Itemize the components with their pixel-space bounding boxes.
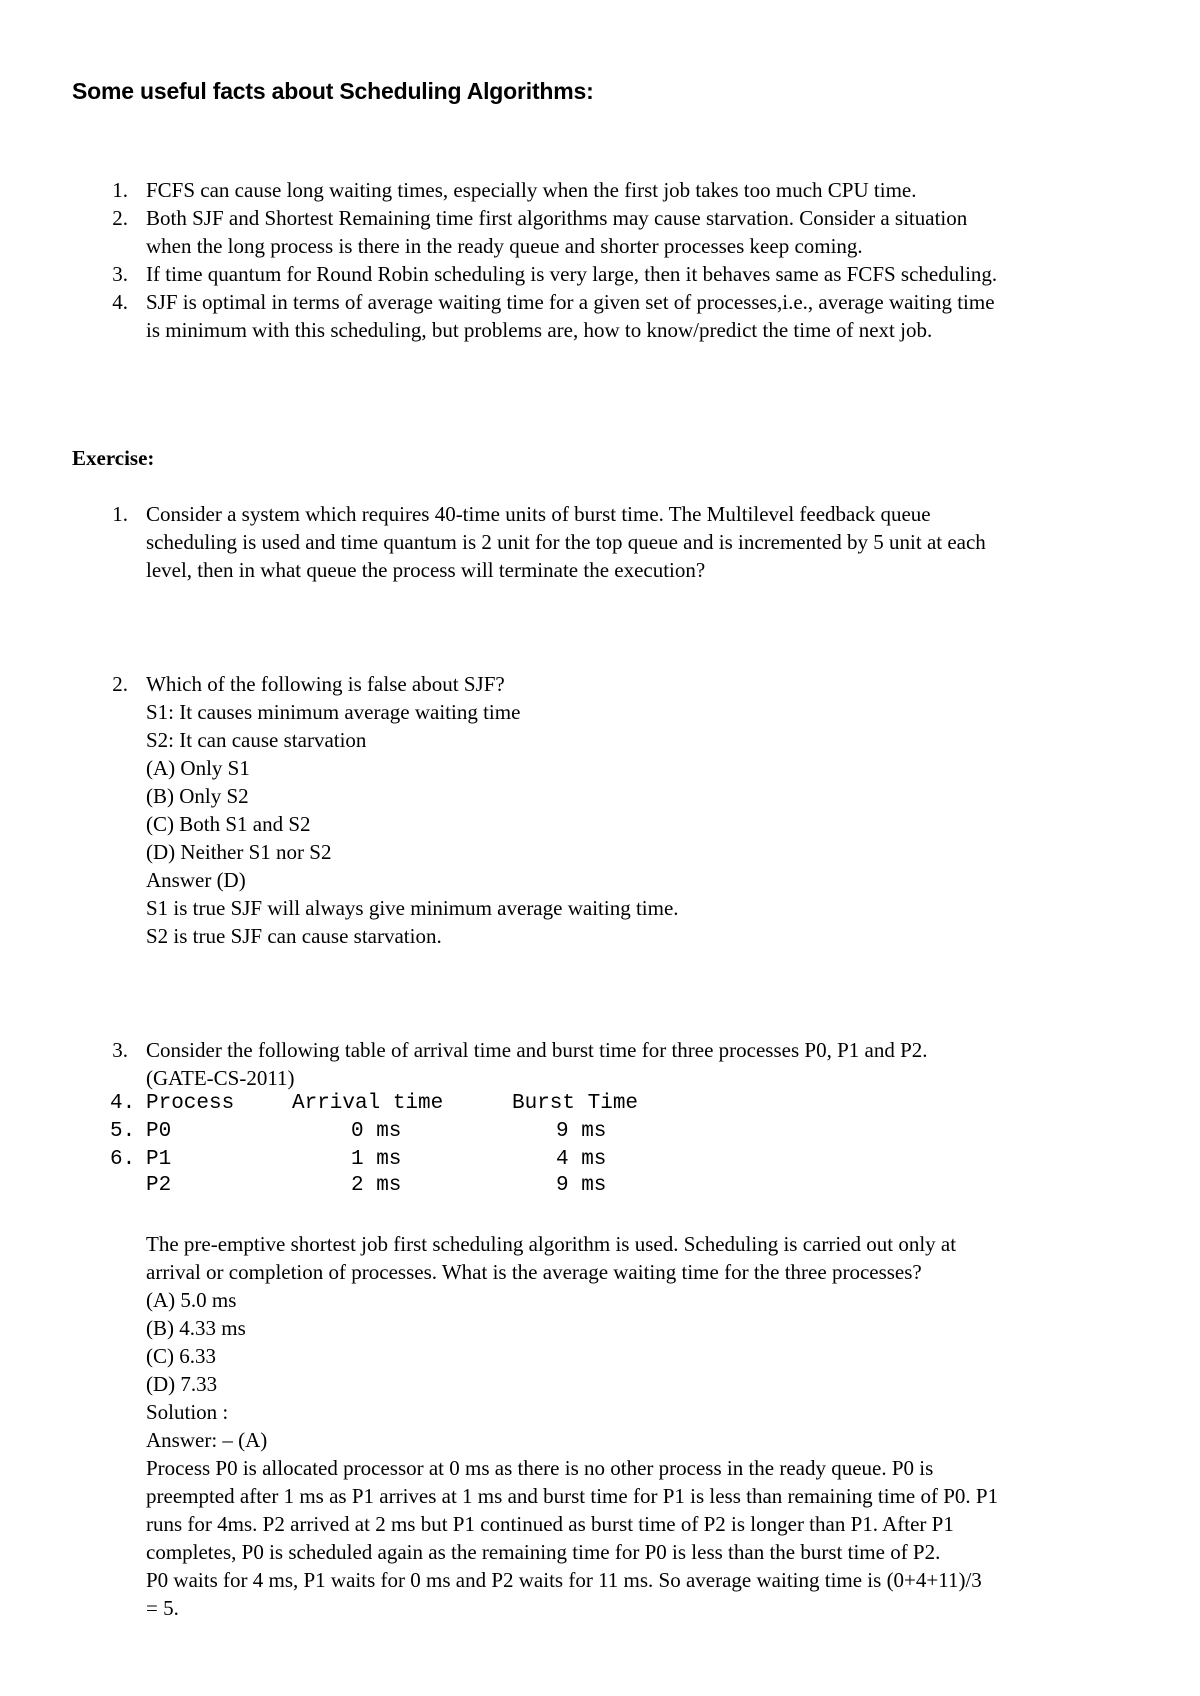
- fact-number: 3.: [112, 262, 128, 286]
- table-header-burst: Burst Time: [512, 1092, 639, 1115]
- page-heading: Some useful facts about Scheduling Algorithms:: [72, 78, 594, 104]
- question-line: arrival or completion of processes. What is the average waiting time for the three processes?: [146, 1260, 922, 1284]
- fact-number: 4.: [112, 290, 128, 314]
- table-cell-arrival: 0 ms: [351, 1120, 402, 1143]
- explanation-line: = 5.: [146, 1596, 179, 1620]
- table-header-process: Process: [146, 1092, 235, 1115]
- explanation-line: S2 is true SJF can cause starvation.: [146, 924, 442, 948]
- option-a: (A) 5.0 ms: [146, 1288, 237, 1312]
- explanation-line: P0 waits for 4 ms, P1 waits for 0 ms and P2 waits for 11 ms. So average waiting time is (0+4+11)/3: [146, 1568, 982, 1592]
- fact-line: If time quantum for Round Robin scheduling is very large, then it behaves same as FCFS scheduling.: [146, 262, 998, 286]
- explanation-line: Process P0 is allocated processor at 0 ms as there is no other process in the ready queue. P0 is: [146, 1456, 934, 1480]
- answer-line: Answer (D): [146, 868, 246, 892]
- explanation-line: preempted after 1 ms as P1 arrives at 1 ms and burst time for P1 is less than remaining time of P0. P1: [146, 1484, 999, 1508]
- fact-line: when the long process is there in the ready queue and shorter processes keep coming.: [146, 234, 863, 258]
- answer-line: Answer: – (A): [146, 1428, 268, 1452]
- table-row-number: 4.: [110, 1092, 136, 1115]
- question-line: (GATE-CS-2011): [146, 1066, 295, 1090]
- table-header-arrival: Arrival time: [292, 1092, 444, 1115]
- option-a: (A) Only S1: [146, 756, 250, 780]
- option-b: (B) 4.33 ms: [146, 1316, 246, 1340]
- table-cell-burst: 9 ms: [556, 1174, 607, 1197]
- explanation-line: runs for 4ms. P2 arrived at 2 ms but P1 continued as burst time of P2 is longer than P1. After P1: [146, 1512, 954, 1536]
- question-number: 2.: [112, 672, 128, 696]
- table-row-number: 6.: [110, 1148, 136, 1171]
- fact-line: SJF is optimal in terms of average waiting time for a given set of processes,i.e., average waiting time: [146, 290, 995, 314]
- option-b: (B) Only S2: [146, 784, 249, 808]
- table-cell-process: P2: [146, 1174, 172, 1197]
- option-d: (D) 7.33: [146, 1372, 218, 1396]
- question-line: The pre-emptive shortest job first scheduling algorithm is used. Scheduling is carried out only at: [146, 1232, 957, 1256]
- option-c: (C) 6.33: [146, 1344, 216, 1368]
- question-line: Which of the following is false about SJF?: [146, 672, 505, 696]
- fact-number: 2.: [112, 206, 128, 230]
- table-cell-burst: 4 ms: [556, 1148, 607, 1171]
- explanation-line: completes, P0 is scheduled again as the remaining time for P0 is less than the burst time of P2.: [146, 1540, 941, 1564]
- explanation-line: S1 is true SJF will always give minimum average waiting time.: [146, 896, 679, 920]
- table-cell-process: P0: [146, 1120, 172, 1143]
- table-cell-burst: 9 ms: [556, 1120, 607, 1143]
- fact-line: FCFS can cause long waiting times, especially when the first job takes too much CPU time.: [146, 178, 917, 202]
- fact-line: is minimum with this scheduling, but problems are, how to know/predict the time of next job.: [146, 318, 933, 342]
- table-row-number: 5.: [110, 1120, 136, 1143]
- exercise-title: Exercise:: [72, 446, 155, 470]
- question-line: Consider a system which requires 40-time units of burst time. The Multilevel feedback queue: [146, 502, 931, 526]
- table-cell-arrival: 1 ms: [351, 1148, 402, 1171]
- option-d: (D) Neither S1 nor S2: [146, 840, 332, 864]
- option-c: (C) Both S1 and S2: [146, 812, 311, 836]
- question-line: scheduling is used and time quantum is 2 unit for the top queue and is incremented by 5 unit at each: [146, 530, 986, 554]
- question-number: 3.: [112, 1038, 128, 1062]
- question-line: Consider the following table of arrival time and burst time for three processes P0, P1 and P2.: [146, 1038, 928, 1062]
- table-cell-process: P1: [146, 1148, 172, 1171]
- solution-label: Solution :: [146, 1400, 229, 1424]
- statement-s1: S1: It causes minimum average waiting time: [146, 700, 521, 724]
- table-cell-arrival: 2 ms: [351, 1174, 402, 1197]
- statement-s2: S2: It can cause starvation: [146, 728, 367, 752]
- question-line: level, then in what queue the process will terminate the execution?: [146, 558, 706, 582]
- fact-line: Both SJF and Shortest Remaining time first algorithms may cause starvation. Consider a situation: [146, 206, 968, 230]
- fact-number: 1.: [112, 178, 128, 202]
- question-number: 1.: [112, 502, 128, 526]
